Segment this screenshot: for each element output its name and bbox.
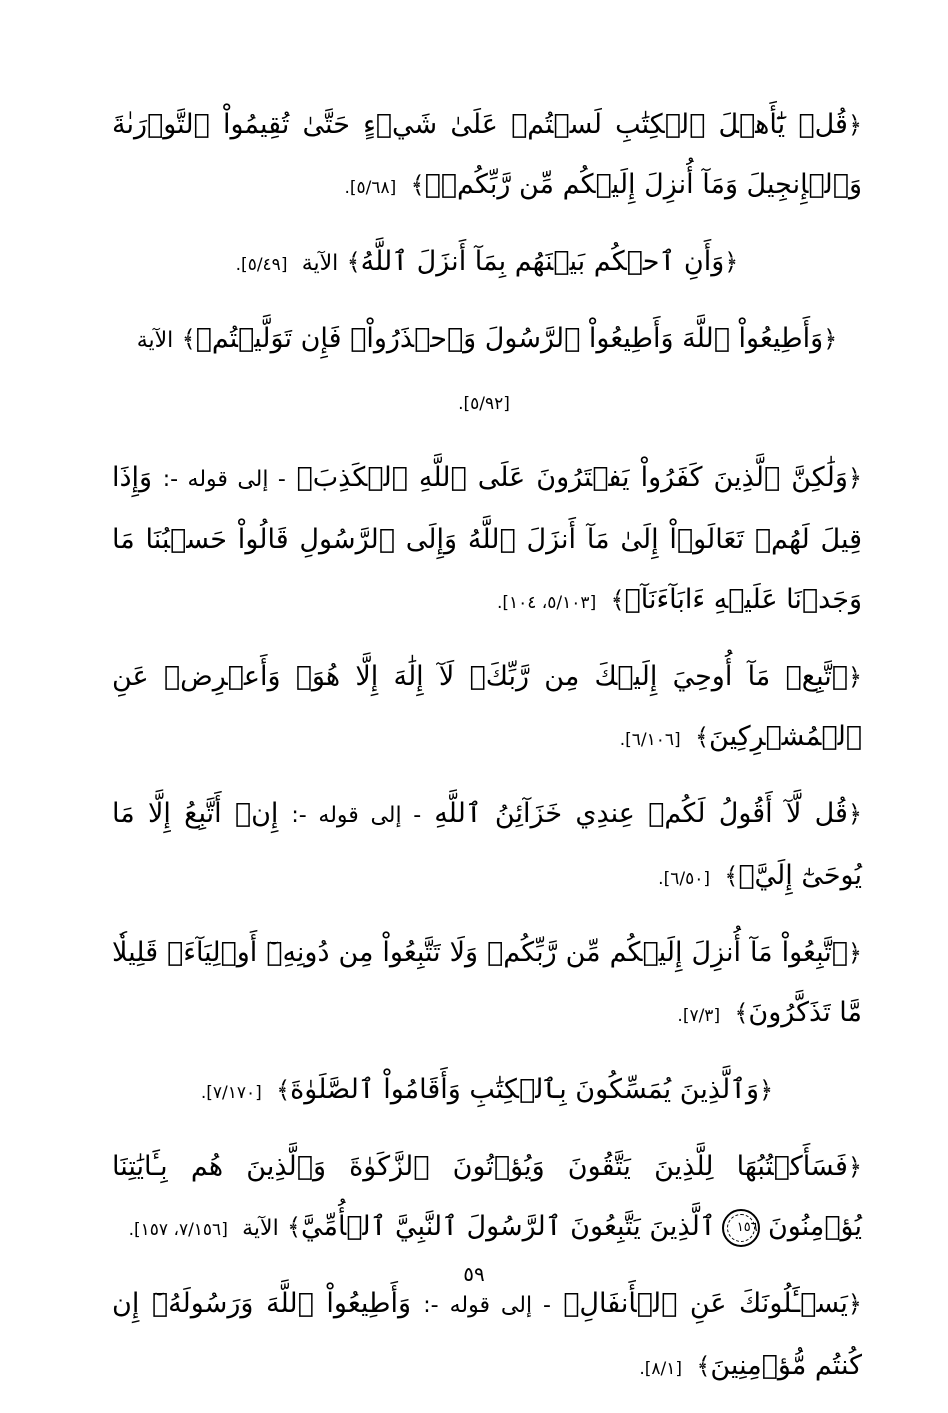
- verse-text-continued: وَأَطِيعُواْ ٱللَّهَ وَرَسُولَهُۥٓ إِن كُنتُم مُّؤۡمِنِينَ: [112, 1288, 862, 1381]
- open-bracket: ﴿: [847, 111, 862, 139]
- verse-text: ٱتَّبِعُواْ مَآ أُنزِلَ إِلَيۡكُم مِّن رَّبِّكُمۡ وَلَا تَتَّبِعُواْ مِن دُونِهِۦٓ أَوۡلِيَآءَۗ قَلِيلٗا مَّا تَذَكَّرُونَ: [112, 937, 862, 1028]
- period: .: [200, 1083, 207, 1103]
- verse-text: يَسۡـَٔلُونَكَ عَنِ ٱلۡأَنفَالِۖ: [563, 1288, 848, 1319]
- period: .: [128, 1220, 134, 1240]
- connector-text: - إلى قوله -:: [291, 803, 422, 828]
- period: .: [619, 730, 626, 750]
- ayah-suffix: الآية: [301, 251, 339, 276]
- verse-reference: [٦/١٠٦]: [625, 730, 681, 750]
- verse-paragraph-2: [112, 232, 862, 295]
- period: .: [344, 178, 350, 198]
- ayah-number-medallion-icon: [722, 1209, 760, 1247]
- close-bracket: ﴾: [410, 171, 425, 199]
- verse-reference: [٦/٥٠]: [663, 869, 710, 889]
- open-bracket: ﴿: [759, 1076, 774, 1104]
- close-bracket: ﴾: [286, 1213, 302, 1241]
- open-bracket: ﴿: [823, 325, 838, 353]
- open-bracket: ﴿: [847, 1290, 862, 1318]
- period: .: [677, 1006, 683, 1026]
- connector-text: - إلى قوله -:: [162, 467, 286, 492]
- verse-text: قُلۡ يَٰٓأَهۡلَ ٱلۡكِتَٰبِ لَسۡتُمۡ عَلَىٰ شَيۡءٍ حَتَّىٰ تُقِيمُواْ ٱلتَّوۡرَىٰةَ وَٱلۡإِنجِيلَ وَمَآ أُنزِلَ إِلَيۡكُم مِّن رَّبِّكُمۡۗ: [112, 109, 862, 200]
- verse-paragraph-7: [112, 923, 862, 1046]
- open-bracket: ﴿: [847, 939, 862, 967]
- verse-text-continued: ٱلَّذِينَ يَتَّبِعُونَ ٱلرَّسُولَ ٱلنَّبِيَّ ٱلۡأُمِّيَّ: [301, 1211, 716, 1242]
- verse-reference: [٨/١]: [644, 1359, 683, 1379]
- close-bracket: ﴾: [276, 1076, 291, 1104]
- verse-reference: [٥/٤٩]: [241, 255, 288, 275]
- close-bracket: ﴾: [610, 586, 625, 614]
- open-bracket: ﴿: [847, 1153, 862, 1181]
- text-body: [112, 95, 862, 1413]
- open-bracket: ﴿: [724, 248, 739, 276]
- verse-paragraph-3: [112, 309, 862, 434]
- close-bracket: ﴾: [694, 723, 710, 751]
- connector-text: - إلى قوله -:: [423, 1293, 551, 1318]
- period: .: [458, 394, 464, 414]
- verse-text-continued: وَإِذَا قِيلَ لَهُمۡ تَعَالَوۡاْ إِلَىٰ مَآ أَنزَلَ ٱللَّهُ وَإِلَى ٱلرَّسُولِ قَالُواْ حَسۡبُنَا مَا وَجَدۡنَا عَلَيۡهِ ءَابَآءَنَآۚ: [112, 462, 862, 615]
- verse-reference: [٥/١٠٣، ١٠٤]: [502, 593, 597, 613]
- ayah-suffix: الآية: [242, 1216, 279, 1241]
- verse-text: وَٱلَّذِينَ يُمَسِّكُونَ بِٱلۡكِتَٰبِ وَأَقَامُواْ ٱلصَّلَوٰةَ: [290, 1074, 760, 1105]
- ayah-suffix: الآية: [136, 328, 174, 353]
- period: .: [235, 255, 242, 275]
- open-bracket: ﴿: [847, 464, 862, 492]
- verse-text: ٱتَّبِعۡ مَآ أُوحِيَ إِلَيۡكَ مِن رَّبِّكَۖ لَآ إِلَٰهَ إِلَّا هُوَۖ وَأَعۡرِضۡ عَنِ ٱلۡمُشۡرِكِينَ: [112, 661, 862, 752]
- ayah-number: ١٥٦: [736, 1219, 758, 1235]
- verse-text: وَأَنِ ٱحۡكُم بَيۡنَهُم بِمَآ أَنزَلَ ٱللَّهُ: [360, 246, 725, 277]
- close-bracket: ﴾: [734, 999, 749, 1027]
- verse-paragraph-5: [112, 647, 862, 770]
- verse-text: قُل لَّآ أَقُولُ لَكُمۡ عِندِي خَزَآئِنُ ٱللَّهِ: [434, 798, 848, 829]
- open-bracket: ﴿: [847, 800, 863, 828]
- verse-text-continued: إِنۡ أَتَّبِعُ إِلَّا مَا يُوحَىٰٓ إِلَيَّۚ: [112, 798, 862, 891]
- verse-reference: [٧/٣]: [682, 1006, 721, 1026]
- verse-text: وَلَٰكِنَّ ٱلَّذِينَ كَفَرُواْ يَفۡتَرُونَ عَلَى ٱللَّهِ ٱلۡكَذِبَۖ: [296, 462, 848, 493]
- period: .: [658, 869, 664, 889]
- close-bracket: ﴾: [346, 248, 361, 276]
- verse-reference: [٥/٩٢]: [463, 394, 510, 414]
- verse-paragraph-8: [112, 1060, 862, 1123]
- close-bracket: ﴾: [181, 325, 196, 353]
- period: .: [639, 1359, 645, 1379]
- verse-text: فَسَأَكۡتُبُهَا لِلَّذِينَ يَتَّقُونَ وَيُؤۡتُونَ ٱلزَّكَوٰةَ وَٱلَّذِينَ هُم بِـَٔايَٰتِنَا يُؤۡمِنُونَ: [112, 1151, 862, 1242]
- close-bracket: ﴾: [724, 862, 739, 890]
- verse-paragraph-9: [112, 1137, 862, 1260]
- verse-paragraph-6: [112, 784, 862, 909]
- verse-paragraph-4: [112, 448, 862, 633]
- open-bracket: ﴿: [847, 663, 862, 691]
- verse-text: وَأَطِيعُواْ ٱللَّهَ وَأَطِيعُواْ ٱلرَّسُولَ وَٱحۡذَرُواْۚ فَإِن تَوَلَّيۡتُمۡ: [195, 323, 824, 354]
- verse-reference: [٥/٦٨]: [349, 178, 397, 198]
- page-number: ٥٩: [463, 1262, 485, 1286]
- verse-reference: [٧/١٧٠]: [206, 1083, 262, 1103]
- verse-reference: [٧/١٥٦، ١٥٧]: [134, 1220, 228, 1240]
- verse-paragraph-10: [112, 1274, 862, 1399]
- close-bracket: ﴾: [696, 1352, 711, 1380]
- verse-paragraph-1: [112, 95, 862, 218]
- period: .: [496, 593, 503, 613]
